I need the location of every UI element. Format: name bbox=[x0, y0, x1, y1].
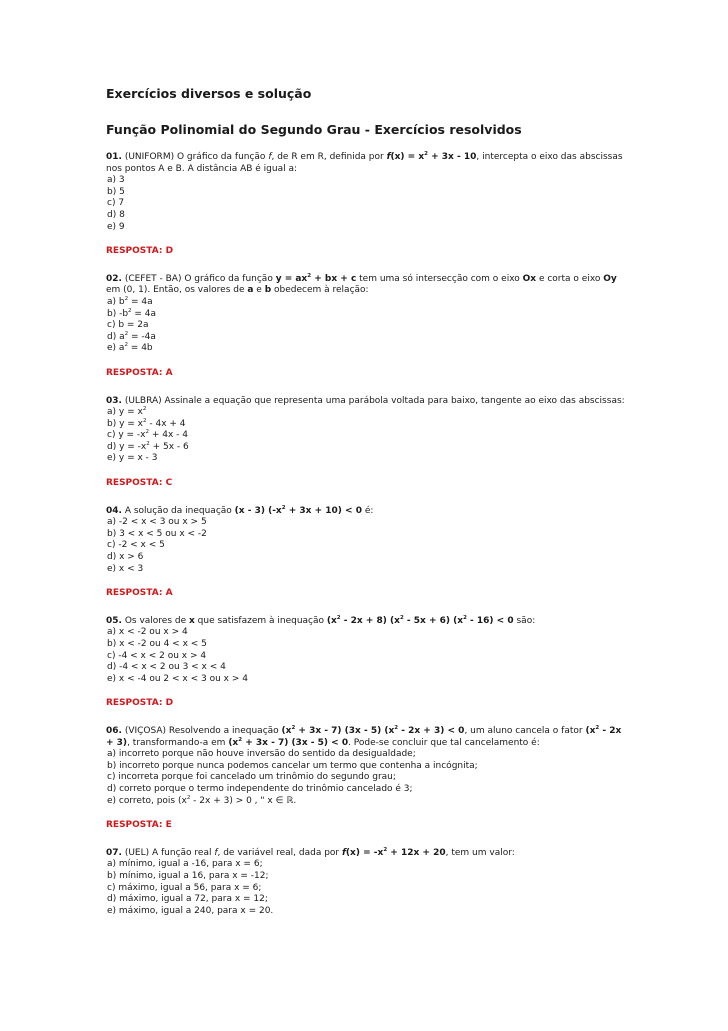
option-item: c) incorreta porque foi cancelado um trinômio do segundo grau; bbox=[107, 772, 396, 783]
question-number: 02. bbox=[106, 273, 122, 284]
option-item: c) máximo, igual a 56, para x = 6; bbox=[107, 882, 262, 893]
option-item: d) máximo, igual a 72, para x = 12; bbox=[107, 894, 268, 905]
question-text bbox=[106, 274, 626, 297]
option-list bbox=[106, 297, 626, 355]
option-item: c) -4 < x < 2 ou x > 4 bbox=[107, 650, 207, 661]
document-title: Exercícios diversos e solução bbox=[106, 86, 312, 101]
question-text bbox=[106, 848, 626, 860]
answer-label: RESPOSTA: D bbox=[106, 246, 174, 257]
option-item: b) incorreto porque nunca podemos cancelar um termo que contenha a incógnita; bbox=[107, 760, 478, 771]
option-item: e) x < 3 bbox=[107, 563, 144, 574]
option-item: e) máximo, igual a 240, para x = 20. bbox=[107, 905, 274, 916]
option-item: c) -2 < x < 5 bbox=[107, 540, 165, 551]
option-list bbox=[106, 627, 626, 685]
question-number: 07. bbox=[106, 847, 122, 858]
question-statement: Os valores de x que satisfazem à inequação $(x^2 - 2x + 8)$ $(x^2 - 5x + 6)$ $(x^2 - 16) < 0$ são: bbox=[121, 614, 536, 626]
option-item: c) $y = -x^2 + 4x - 4$ bbox=[107, 429, 188, 441]
answer-label: RESPOSTA: D bbox=[106, 698, 174, 709]
document-page bbox=[106, 86, 626, 917]
question-2 bbox=[106, 274, 626, 380]
option-list bbox=[106, 749, 626, 807]
question-statement: A solução da inequação (x - 3) $(-x^2 + 3x + 10) < 0$ é: bbox=[121, 504, 374, 516]
option-item: c) 7 bbox=[107, 198, 125, 209]
option-item: b) x < -2 ou 4 < x < 5 bbox=[107, 639, 207, 649]
option-list bbox=[106, 859, 626, 917]
option-list bbox=[106, 517, 626, 575]
question-5 bbox=[106, 616, 626, 710]
question-3 bbox=[106, 396, 626, 490]
answer-label: RESPOSTA: E bbox=[106, 820, 172, 831]
question-6 bbox=[106, 726, 626, 832]
question-statement: (UNIFORM) O gráfico da função f, de R em R, definida por $f(x) = x^2 + 3x - 10$, intercepta o eixo das abscissas nos pontos A e B. A distância AB é igual a: bbox=[106, 151, 623, 174]
question-statement: (UEL) A função real f, de variável real, dada por $f(x) = -x^2 + 12x + 20$, tem um valor: bbox=[121, 846, 515, 858]
question-number: 05. bbox=[106, 615, 122, 626]
option-item: d) $a^2 = -4a$ bbox=[107, 330, 156, 342]
option-list bbox=[106, 175, 626, 233]
option-item: e) 9 bbox=[107, 221, 125, 232]
question-1 bbox=[106, 152, 626, 258]
option-item: b) $-b^2 = 4a$ bbox=[107, 307, 157, 319]
question-number: 03. bbox=[106, 395, 122, 406]
option-item: e) correto, pois $(x^2 - 2x + 3) > 0$ , " x ∈ ℝ. bbox=[107, 794, 297, 806]
option-item: b) mínimo, igual a 16, para x = -12; bbox=[107, 870, 269, 881]
question-text bbox=[106, 726, 626, 749]
document-subtitle: Função Polinomial do Segundo Grau - Exercícios resolvidos bbox=[106, 122, 522, 137]
question-number: 04. bbox=[106, 505, 122, 516]
question-7 bbox=[106, 848, 626, 918]
question-text bbox=[106, 152, 626, 175]
option-item: a) $b^2 = 4a$ bbox=[107, 295, 153, 307]
option-item: a) x < -2 ou x > 4 bbox=[107, 627, 188, 638]
option-item: e) $a^2 = 4b$ bbox=[107, 342, 153, 354]
question-statement: (CEFET - BA) O gráfico da função $y = ax^2$ + bx + c tem uma só intersecção com o eixo Ox e corta o eixo Oy em (0, 1). Então, os valores de a e b obedecem à relação: bbox=[106, 272, 617, 296]
option-list bbox=[106, 407, 626, 465]
answer-label: RESPOSTA: A bbox=[106, 367, 173, 378]
option-item: a) incorreto porque não houve inversão do sentido da desigualdade; bbox=[107, 749, 416, 760]
option-item: e) y = x - 3 bbox=[107, 453, 158, 464]
option-item: a) 3 bbox=[107, 175, 125, 186]
question-number: 01. bbox=[106, 152, 122, 162]
question-number: 06. bbox=[106, 725, 122, 736]
option-item: a) $y = x^2$ bbox=[107, 406, 147, 418]
option-item: d) 8 bbox=[107, 209, 125, 220]
question-statement: (VIÇOSA) Resolvendo a inequação $(x^2 + 3x - 7)$ (3x - 5) $(x^2 - 2x + 3) < 0$, um aluno cancela o fator $(x^2 - 2x + 3)$, transformando-a em $(x^2 + 3x - 7)$ (3x - 5) < 0. Pode-se concluir que tal cancelamento é: bbox=[106, 724, 622, 748]
question-text bbox=[106, 616, 626, 628]
option-item: b) $y = x^2 - 4x + 4$ bbox=[107, 417, 186, 429]
option-item: d) x > 6 bbox=[107, 552, 144, 563]
option-item: c) b = 2a bbox=[107, 320, 149, 331]
answer-label: RESPOSTA: A bbox=[106, 588, 173, 599]
question-text bbox=[106, 506, 626, 518]
option-item: d) $y = -x^2 + 5x - 6$ bbox=[107, 440, 189, 452]
option-item: b) 5 bbox=[107, 186, 125, 197]
option-item: d) -4 < x < 2 ou 3 < x < 4 bbox=[107, 662, 226, 673]
question-4 bbox=[106, 506, 626, 600]
question-list bbox=[106, 152, 626, 917]
option-item: a) -2 < x < 3 ou x > 5 bbox=[107, 517, 207, 528]
question-text bbox=[106, 396, 626, 408]
question-statement: (ULBRA) Assinale a equação que representa uma parábola voltada para baixo, tangente ao eixo das abscissas: bbox=[121, 395, 625, 406]
option-item: e) x < -4 ou 2 < x < 3 ou x > 4 bbox=[107, 673, 248, 684]
option-item: d) correto porque o termo independente do trinômio cancelado é 3; bbox=[107, 783, 413, 794]
answer-label: RESPOSTA: C bbox=[106, 478, 173, 489]
option-item: b) 3 < x < 5 ou x < -2 bbox=[107, 528, 207, 539]
option-item: a) mínimo, igual a -16, para x = 6; bbox=[107, 859, 263, 870]
